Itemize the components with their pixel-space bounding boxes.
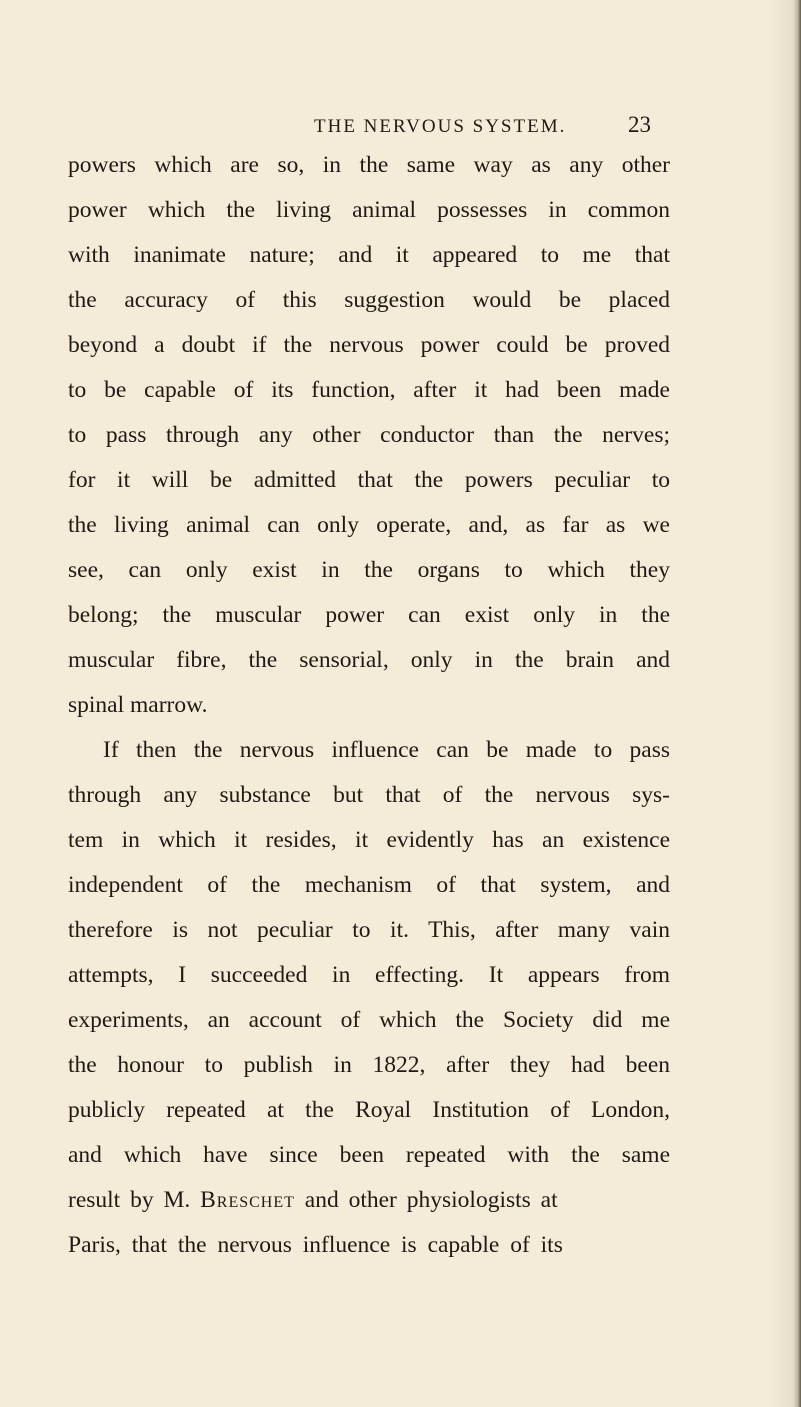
person-name: Breschet — [200, 1187, 295, 1213]
text-line: tem in which it resides, it evidently has an existence — [68, 827, 670, 853]
text-line: therefore is not peculiar to it. This, after many vain — [68, 917, 670, 943]
text-line: belong; the muscular power can exist only in the — [68, 602, 670, 628]
text-line: muscular fibre, the sensorial, only in the brain and — [68, 647, 670, 673]
text-line: the honour to publish in 1822, after they had been — [68, 1052, 670, 1078]
text-line: Paris, that the nervous influence is capable of its — [68, 1232, 563, 1258]
text-fragment: and other physiologists at — [294, 1187, 558, 1213]
text-line: see, can only exist in the organs to which they — [68, 557, 670, 583]
running-title: THE NERVOUS SYSTEM. — [314, 116, 567, 137]
text-line: and which have since been repeated with the same — [68, 1142, 670, 1168]
paragraph-first-line: If then the nervous influence can be made to pass — [103, 737, 670, 763]
text-line: publicly repeated at the Royal Institution of London, — [68, 1097, 670, 1123]
text-line: to pass through any other conductor than the nerves; — [68, 422, 670, 448]
page-edge — [793, 0, 801, 1407]
text-line: with inanimate nature; and it appeared to me that — [68, 242, 670, 268]
text-line: experiments, an account of which the Society did me — [68, 1007, 670, 1033]
text-line: the living animal can only operate, and, as far as we — [68, 512, 670, 538]
text-line-with-name — [68, 1180, 558, 1220]
text-line: powers which are so, in the same way as any other — [68, 152, 670, 178]
running-head — [0, 112, 801, 146]
text-line: beyond a doubt if the nervous power could be proved — [68, 332, 670, 358]
text-line: power which the living animal possesses in common — [68, 197, 670, 223]
page-number: 23 — [628, 112, 651, 137]
text-line: spinal marrow. — [68, 692, 208, 718]
text-line: the accuracy of this suggestion would be placed — [68, 287, 670, 313]
text-line: attempts, I succeeded in effecting. It appears from — [68, 962, 670, 988]
text-line: independent of the mechanism of that system, and — [68, 872, 670, 898]
text-line: to be capable of its function, after it had been made — [68, 377, 670, 403]
text-line: through any substance but that of the nervous sys- — [68, 782, 670, 808]
text-line: for it will be admitted that the powers peculiar to — [68, 467, 670, 493]
text-fragment: result by M. — [68, 1187, 201, 1213]
